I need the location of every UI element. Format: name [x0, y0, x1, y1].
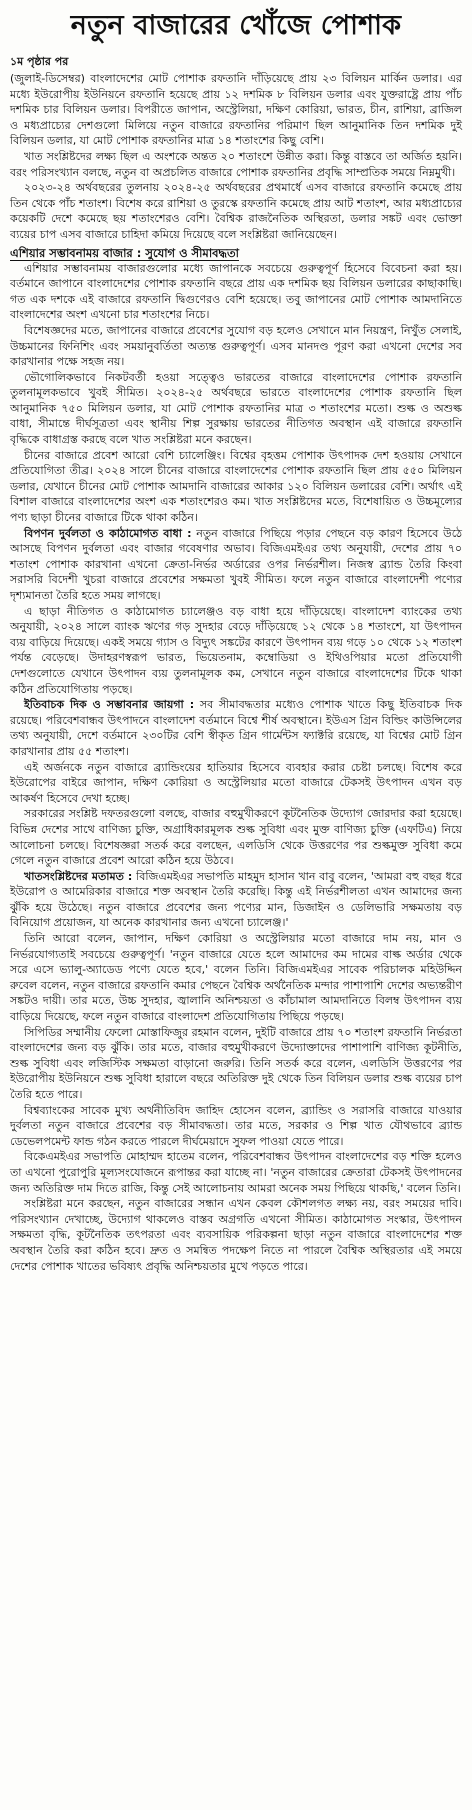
section-lead: খাতসংশ্লিষ্টদের মতামত :: [24, 869, 133, 883]
article-paragraph: [10, 869, 462, 931]
article-paragraph: [10, 526, 462, 604]
section-heading: [10, 245, 462, 261]
article-headline: নতুন বাজারের খোঁজে পোশাক: [70, 10, 402, 41]
article-paragraph: চীনের বাজারে প্রবেশ আরো বেশি চ্যালেঞ্জিং। বিশ্বের বৃহত্তম পোশাক উৎপাদক দেশ হওয়ায় সেখানে প্রতিযোগিতা তীব্র। ২০২৪ সালে চীনের বাজারে বাংলাদেশের পোশাক রফতানি ছিল প্রায় ৫৫০ মিলিয়ন ডলার, যেখানে চীনের মোট পোশাক আমদানি বাজারের আকার ১২০ বিলিয়ন ডলারের বেশি। অর্থাৎ এই বিশাল বাজারে বাংলাদেশের অংশ এক শতাংশেরও কম। খাত সংশ্লিষ্টদের মতে, বিশেষায়িত ও উচ্চমূল্যের পণ্য ছাড়া চীনের বাজারে টিকে থাকা কঠিন।: [10, 448, 462, 525]
section-lead: ইতিবাচক দিক ও সম্ভাবনার জায়গা :: [24, 698, 195, 712]
article-paragraph: বিকেএমইএর সভাপতি মোহাম্মদ হাতেম বলেন, পরিবেশবান্ধব উৎপাদন বাংলাদেশের বড় শক্তি হলেও তা এখনো পুরোপুরি মূল্যসংযোজনে রূপান্তর করা যাচ্ছে না। 'নতুন বাজারের ক্রেতারা টেকসই উৎপাদনের জন্য অতিরিক্ত দাম দিতে রাজি, কিন্তু সেই আলোচনায় আমরা অনেক সময় পিছিয়ে থাকছি,' বলেন তিনি।: [10, 1150, 462, 1195]
article-paragraph: ভৌগোলিকভাবে নিকটবর্তী হওয়া সত্ত্বেও ভারতের বাজারে বাংলাদেশের পোশাক রফতানি তুলনামূলকভাবে খুবই সীমিত। ২০২৪-২৫ অর্থবছরে ভারতে বাংলাদেশের পোশাক রফতানি ছিল আনুমানিক ৭৫০ মিলিয়ন ডলার, যা মোট পোশাক রফতানির মাত্র ৩ শতাংশের মতো। শুল্ক ও অশুল্ক বাধা, সীমান্তে দীর্ঘসূত্রতা এবং স্থানীয় শিল্প সুরক্ষায় ভারতের নীতিগত অবস্থান এই বাজারে রফতানি বৃদ্ধিকে বাধাগ্রস্ত করছে বলে খাত সংশ্লিষ্টরা মনে করছেন।: [10, 370, 462, 447]
article-paragraph: [10, 697, 462, 759]
article-paragraph: এশিয়ার সম্ভাবনাময় বাজারগুলোর মধ্যে জাপানকে সবচেয়ে গুরুত্বপূর্ণ হিসেবে বিবেচনা করা হয়। বর্তমানে জাপানে বাংলাদেশের পোশাক রফতানি বছরে প্রায় এক দশমিক ছয় বিলিয়ন ডলারের কাছাকাছি। গত এক দশকে এই বাজারে রফতানি দ্বিগুণেরও বেশি হয়েছে। তবু জাপানের মোট পোশাক আমদানিতে বাংলাদেশের অংশ এখনো চার শতাংশের নিচে।: [10, 261, 462, 322]
article-paragraph: ২০২৩-২৪ অর্থবছরের তুলনায় ২০২৪-২৫ অর্থবছরের প্রথমার্ধে এসব বাজারে রফতানি কমেছে প্রায় তিন থেকে পাঁচ শতাংশ। বিশেষ করে রাশিয়া ও তুরস্কে রফতানি কমেছে প্রায় আট শতাংশ, আর মধ্যপ্রাচ্যের কয়েকটি দেশে কমেছে ছয় শতাংশেরও বেশি। বৈশ্বিক রাজনৈতিক অস্থিরতা, ডলার সঙ্কট এবং ভোক্তা ব্যয়ের চাপ এসব বাজারে চাহিদা কমিয়ে দিয়েছে বলে সংশ্লিষ্টরা জানিয়েছেন।: [10, 181, 462, 241]
section-lead: বিপণন দুর্বলতা ও কাঠামোগত বাধা :: [24, 526, 192, 540]
article-paragraph: বিশেষজ্ঞদের মতে, জাপানের বাজারে প্রবেশের সুযোগ বড় হলেও সেখানে মান নিয়ন্ত্রণ, নিখুঁত সেলাই, উচ্চমানের ফিনিশিং এবং সময়ানুবর্তিতা অত্যন্ত গুরুত্বপূর্ণ। এসব মানদণ্ড পূরণ করা এখনো দেশের সব কারখানার পক্ষে সহজ নয়।: [10, 323, 462, 369]
article-paragraph: খাত সংশ্লিষ্টদের লক্ষ্য ছিল এ অংশকে অন্তত ২০ শতাংশে উন্নীত করা। কিন্তু বাস্তবে তা অর্জিত হয়নি। বরং পরিসংখ্যান বলছে, নতুন বা অপ্রচলিত বাজারে পোশাক রফতানির প্রবৃদ্ধি সাম্প্রতিক সময়ে নিম্নমুখী।: [10, 149, 462, 179]
article-paragraph: এই অর্জনকে নতুন বাজারে ব্র্যান্ডিংয়ের হাতিয়ার হিসেবে ব্যবহার করার চেষ্টা চলছে। বিশেষ করে ইউরোপের বাইরে জাপান, দক্ষিণ কোরিয়া ও অস্ট্রেলিয়ার মতো বাজারে টেকসই উৎপাদন এখন বড় আকর্ষণ হিসেবে দেখা হচ্ছে।: [10, 760, 462, 805]
paragraph-text: সব সীমাবদ্ধতার মধ্যেও পোশাক খাতে কিছু ইতিবাচক দিক রয়েছে। পরিবেশবান্ধব উৎপাদনে বাংলাদেশ বর্তমানে বিশ্বে শীর্ষ অবস্থানে। ইউএস গ্রিন বিল্ডিং কাউন্সিলের তথ্য অনুযায়ী, দেশে বর্তমানে ২৩০টির বেশি স্বীকৃত গ্রিন গার্মেন্টস ফ্যাক্টরি রয়েছে, যা বিশ্বের মোট গ্রিন কারখানার প্রায় ৫৫ শতাংশ।: [10, 698, 463, 758]
article-paragraph: সরকারের সংশ্লিষ্ট দফতরগুলো বলছে, বাজার বহুমুখীকরণে কূটনৈতিক উদ্যোগ জোরদার করা হয়েছে। বিভিন্ন দেশের সাথে বাণিজ্য চুক্তি, অগ্রাধিকারমূলক শুল্ক সুবিধা এবং মুক্ত বাণিজ্য চুক্তি (এফটিএ) নিয়ে আলোচনা চলছে। বিশেষজ্ঞরা সতর্ক করে বলছেন, এলডিসি থেকে উত্তরণের পর শুল্কমুক্ত সুবিধা কমে গেলে নতুন বাজারে প্রবেশ আরো কঠিন হয়ে উঠবে।: [10, 807, 462, 868]
article-paragraph: বিশ্বব্যাংকের সাবেক মুখ্য অর্থনীতিবিদ জাহিদ হোসেন বলেন, ব্র্যান্ডিং ও সরাসরি বাজারে যাওয়ার দুর্বলতা নতুন বাজারে প্রবেশের বড় সীমাবদ্ধতা। তার মতে, সরকার ও শিল্প খাত যৌথভাবে ব্র্যান্ড ডেভেলপমেন্ট ফান্ড গঠন করতে পারলে দীর্ঘমেয়াদে সুফল পাওয়া যেতে পারে।: [10, 1103, 462, 1148]
article-paragraph: সিপিডির সম্মানীয় ফেলো মোস্তাফিজুর রহমান বলেন, দুইটি বাজারে প্রায় ৭০ শতাংশ রফতানি নির্ভরতা বাংলাদেশের জন্য বড় ঝুঁকি। তার মতে, বাজার বহুমুখীকরণে উদ্যোক্তাদের পাশাপাশি বাণিজ্য কূটনীতি, শুল্ক সুবিধা এবং লজিস্টিক সক্ষমতা বাড়ানো জরুরি। তিনি সতর্ক করে বলেন, এলডিসি উত্তরণের পর ইউরোপীয় ইউনিয়নে শুল্ক সুবিধা হারালে বছরে অতিরিক্ত দুই থেকে তিন বিলিয়ন ডলার শুল্ক ব্যয়ের চাপ তৈরি হতে পারে।: [10, 1025, 462, 1101]
continued-from-label: ১ম পৃষ্ঠার পর: [10, 55, 69, 68]
paragraph-text: নতুন বাজারে পিছিয়ে পড়ার পেছনে বড় কারণ হিসেবে উঠে আসছে বিপণন দুর্বলতা এবং বাজার গবেষণার অভাব। বিজিএমইএর তথ্য অনুযায়ী, দেশের প্রায় ৭০ শতাংশ পোশাক কারখানা এখনো ক্রেতা-নির্ভর অর্ডারের ওপর নির্ভরশীল। নিজস্ব ব্র্যান্ড তৈরি কিংবা সরাসরি বিদেশী খুচরা বাজারে প্রবেশের সক্ষমতা খুবই সীমিত। ফলে নতুন বাজারে বাংলাদেশী পণ্যের দৃশ্যমানতা তৈরি হতে সময় লাগছে।: [10, 526, 462, 602]
section-heading-text: এশিয়ার সম্ভাবনাময় বাজার : সুযোগ ও সীমাবদ্ধতা: [10, 245, 239, 260]
article-paragraph: (জুলাই-ডিসেম্বর) বাংলাদেশের মোট পোশাক রফতানি দাঁড়িয়েছে প্রায় ২৩ বিলিয়ন মার্কিন ডলার। এর মধ্যে ইউরোপীয় ইউনিয়নে রফতানি হয়েছে প্রায় ১২ দশমিক ৮ বিলিয়ন ডলার এবং যুক্তরাষ্ট্রে প্রায় পাঁচ দশমিক চার বিলিয়ন ডলার। বিপরীতে জাপান, অস্ট্রেলিয়া, দক্ষিণ কোরিয়া, ভারত, চীন, রাশিয়া, ব্রাজিল ও মধ্যপ্রাচ্যের দেশগুলো মিলিয়ে নতুন বাজারে রফতানির পরিমাণ ছিল আনুমানিক তিন দশমিক দুই বিলিয়ন ডলার, যা মোট পোশাক রফতানির মাত্র ১৪ শতাংশের কিছু বেশি।: [10, 72, 462, 148]
paragraph-text: বিজিএমইএর সভাপতি মাহমুদ হাসান খান বাবু বলেন, 'আমরা বহু বছর ধরে ইউরোপ ও আমেরিকার বাজারে শক্ত অবস্থান তৈরি করেছি। কিন্তু এই নির্ভরশীলতা এখন আমাদের জন্য ঝুঁকি হয়ে উঠেছে। নতুন বাজারে প্রবেশের জন্য পণ্যের মান, ডিজাইন ও ডেলিভারি সক্ষমতায় বড় বিনিয়োগ প্রয়োজন, যা অনেক কারখানার জন্য এখনো চ্যালেঞ্জ।': [10, 869, 463, 930]
article-paragraph: এ ছাড়া নীতিগত ও কাঠামোগত চ্যালেঞ্জও বড় বাধা হয়ে দাঁড়িয়েছে। বাংলাদেশ ব্যাংকের তথ্য অনুযায়ী, ২০২৪ সালে ব্যাংক ঋণের গড় সুদহার বেড়ে দাঁড়িয়েছে ১২ থেকে ১৪ শতাংশে, যা উৎপাদন ব্যয় বাড়িয়ে দিয়েছে। একই সময়ে গ্যাস ও বিদ্যুৎ সঙ্কটের কারণে উৎপাদন ব্যয় গড়ে ১০ থেকে ১২ শতাংশ পর্যন্ত বেড়েছে। উদাহরণস্বরূপ ভারত, ভিয়েতনাম, কম্বোডিয়া ও ইথিওপিয়ার মতো প্রতিযোগী দেশগুলোতে যেখানে উৎপাদন ব্যয় তুলনামূলক কম, সেখানে নতুন বাজারে বাংলাদেশের টিকে থাকা কঠিন প্রতিযোগিতায় পড়ছে।: [10, 604, 462, 696]
article-paragraph: সংশ্লিষ্টরা মনে করছেন, নতুন বাজারের সন্ধান এখন কেবল কৌশলগত লক্ষ্য নয়, বরং সময়ের দাবি। পরিসংখ্যান দেখাচ্ছে, উদ্যোগ থাকলেও বাস্তব অগ্রগতি এখনো সীমিত। কাঠামোগত সংস্কার, উৎপাদন সক্ষমতা বৃদ্ধি, কূটনৈতিক তৎপরতা এবং ব্যবসায়িক পরিকল্পনা ছাড়া নতুন বাজারে বাংলাদেশের শক্ত অবস্থান তৈরি করা কঠিন হবে। দ্রুত ও সমন্বিত পদক্ষেপ নিতে না পারলে বৈশ্বিক অস্থিরতার এই সময়ে দেশের পোশাক খাতের ভবিষ্যৎ প্রবৃদ্ধি অনিশ্চয়তার মুখে পড়তে পারে।: [10, 1197, 462, 1273]
article-paragraph: তিনি আরো বলেন, জাপান, দক্ষিণ কোরিয়া ও অস্ট্রেলিয়ার মতো বাজারে দাম নয়, মান ও নির্ভরযোগ্যতাই সবচেয়ে গুরুত্বপূর্ণ। 'নতুন বাজারে যেতে হলে আমাদের কম দামের বাল্ক অর্ডার থেকে সরে এসে ভ্যালু-অ্যাডেড পণ্যে যেতে হবে,' বলেন তিনি। বিজিএমইএর সাবেক পরিচালক মহিউদ্দিন রুবেল বলেন, নতুন বাজারে রফতানি কমার পেছনে বৈশ্বিক অর্থনৈতিক মন্দার পাশাপাশি দেশের অভ্যন্তরীণ সঙ্কটও দায়ী। তার মতে, উচ্চ সুদহার, জ্বালানি অনিশ্চয়তা ও কাঁচামাল আমদানিতে বিলম্ব উৎপাদন ব্যয় বাড়িয়ে দিয়েছে, ফলে নতুন বাজারে বাংলাদেশ প্রতিযোগিতায় পিছিয়ে পড়ছে।: [10, 932, 462, 1024]
